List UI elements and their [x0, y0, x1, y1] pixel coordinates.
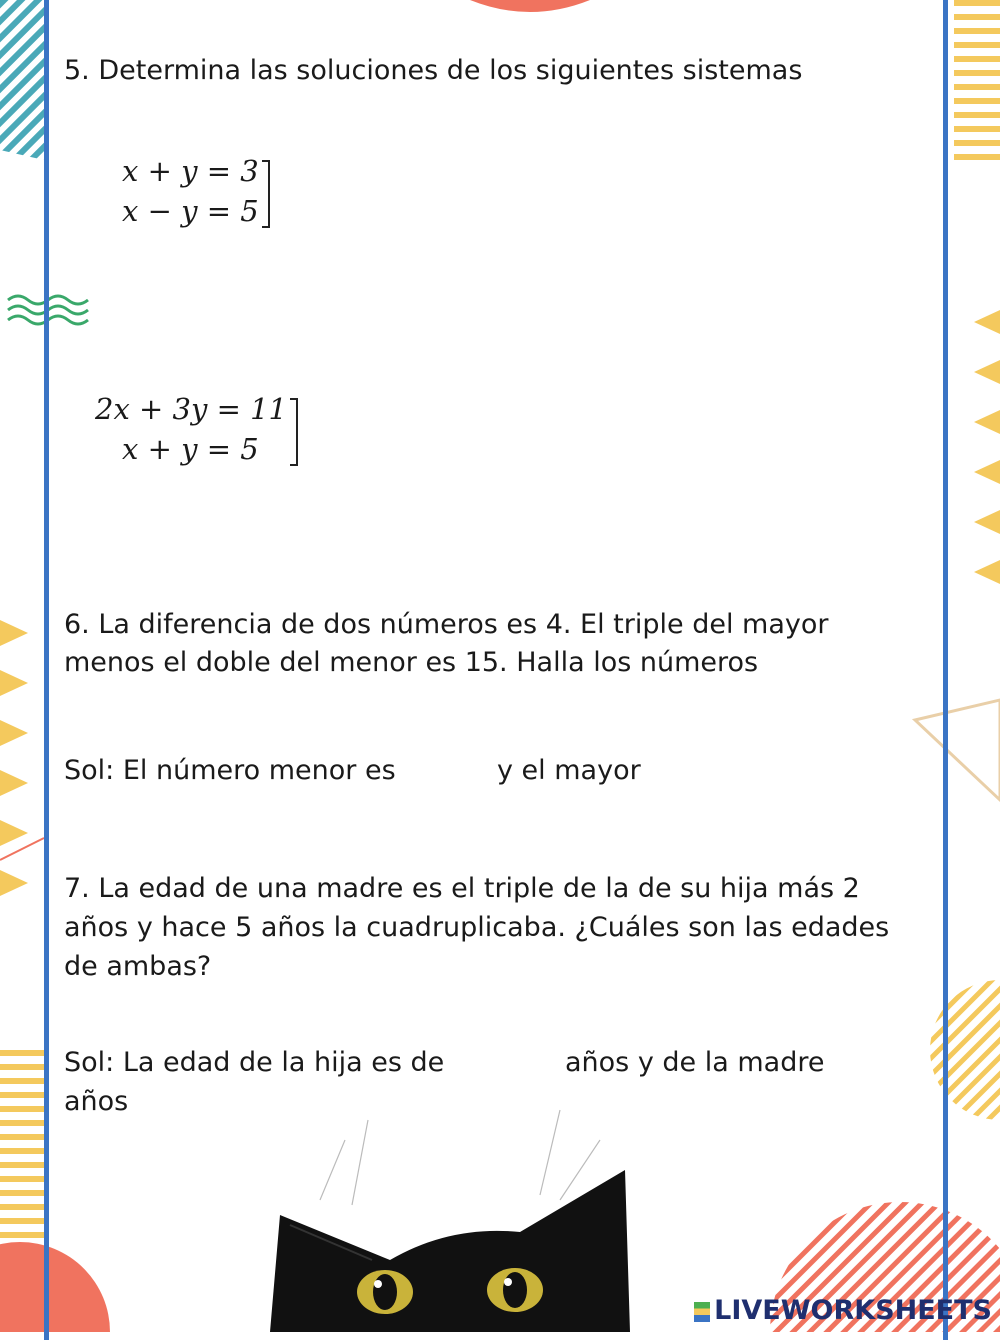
system2-eq1: 2x + 3y = 11: [95, 392, 288, 426]
logo-icon: [694, 1302, 710, 1322]
logo-text: LIVEWORKSHEETS: [714, 1295, 992, 1326]
yellow-stripes-bottom-left: [0, 1045, 44, 1245]
system2-eq2: x + y = 5: [122, 432, 259, 466]
q6-line2: menos el doble del menor es 15. Halla los números: [64, 647, 759, 678]
system1-eq1: x + y = 3: [122, 154, 259, 188]
teal-stripe-shape: [0, 0, 44, 160]
system1-eq2: x − y = 5: [122, 194, 259, 228]
q7-line1: 7. La edad de una madre es el triple de la de su hija más 2: [64, 873, 860, 904]
q6-line1: 6. La diferencia de dos números es 4. El triple del mayor: [64, 609, 829, 640]
q7-line2: años y hace 5 años la cuadruplicaba. ¿Cuáles son las edades: [64, 912, 890, 943]
q5-title: 5. Determina las soluciones de los siguientes sistemas: [64, 55, 803, 86]
q7-line3: de ambas?: [64, 951, 212, 982]
liveworksheets-logo: [694, 1295, 992, 1326]
q6-solution-prefix: Sol: El número menor es: [64, 755, 396, 786]
q6-solution-middle: y el mayor: [497, 755, 641, 786]
q7-solution-prefix: Sol: La edad de la hija es de: [64, 1047, 445, 1078]
q7-solution-end: años: [64, 1086, 129, 1117]
system1-bracket: [262, 160, 270, 228]
q7-solution-middle: años y de la madre: [565, 1047, 825, 1078]
yellow-stripes-top-right: [954, 0, 1000, 160]
system2-bracket: [290, 398, 298, 466]
